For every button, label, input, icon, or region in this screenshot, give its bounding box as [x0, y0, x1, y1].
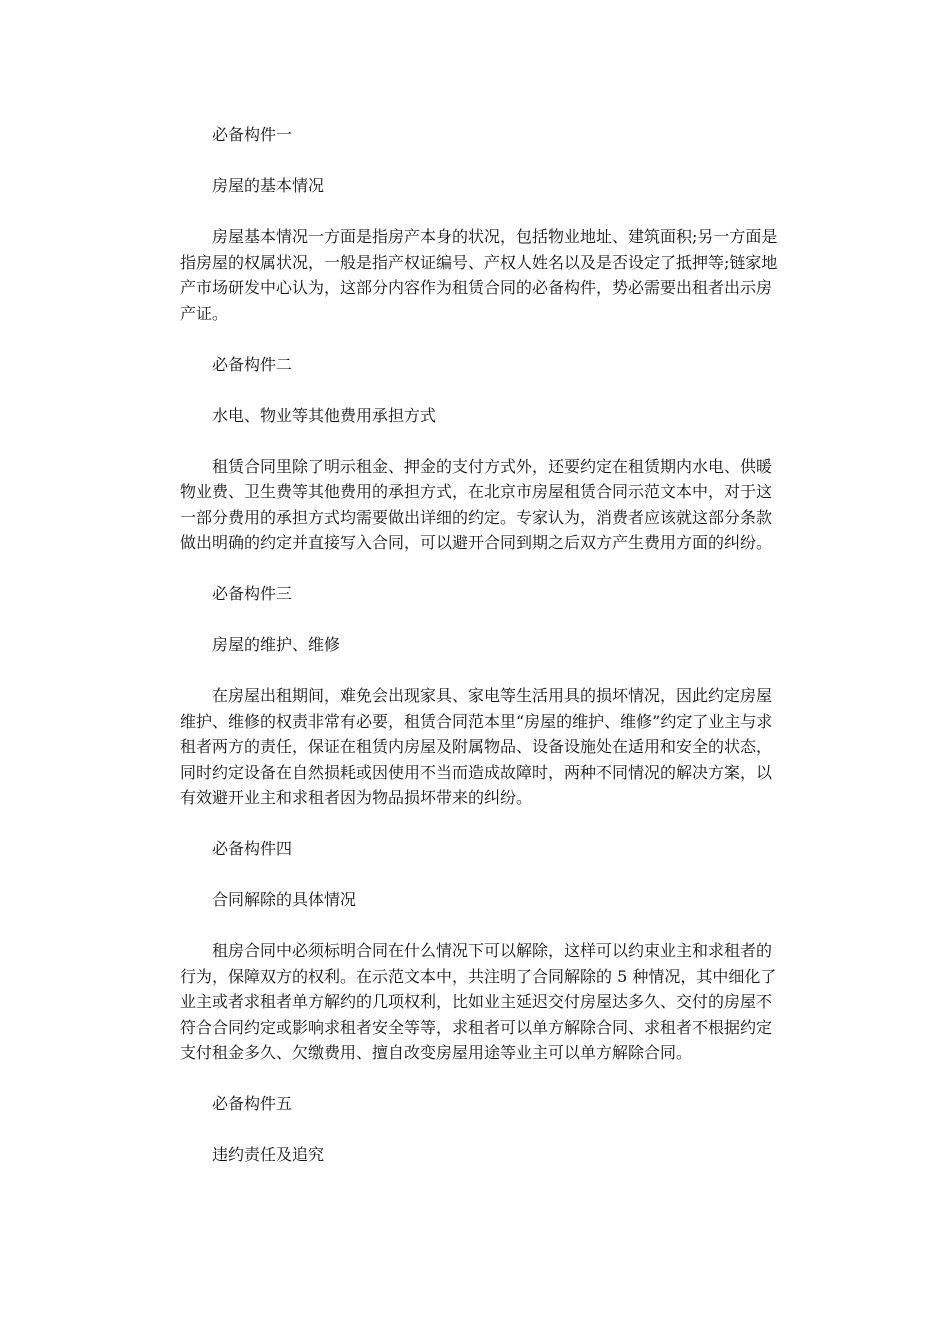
- section-1-body: 房屋基本情况一方面是指房产本身的状况，包括物业地址、建筑面积;另一方面是指房屋的权属状况，一般是指产权证编号、产权人姓名以及是否设定了抵押等;链家地产市场研发中心认为，这部分内容作为租赁合同的必备构件，势必需要出租者出示房产证。: [180, 227, 778, 323]
- section-2-label: 必备构件二: [212, 354, 293, 374]
- section-4-heading: 合同解除的具体情况: [212, 890, 357, 909]
- section-3-body: 在房屋出租期间，难免会出现家具、家电等生活用具的损坏情况，因此约定房屋维护、维修的权责非常有必要，租赁合同范本里“房屋的维护、维修”约定了业主与求租者两方的责任，保证在租赁内房屋及附属物品、设备设施处在适用和安全的状态，同时约定设备在自然损耗或因使用不当而造成故障时，两种不同情况的解决方案，以有效避开业主和求租者因为物品损坏带来的纠纷。: [180, 686, 773, 807]
- section-1-heading: 房屋的基本情况: [212, 176, 325, 195]
- section-4-label: 必备构件四: [212, 839, 293, 858]
- section-4-body: 租房合同中必须标明合同在什么情况下可以解除，这样可以约束业主和求租者的行为，保障双方的权利。在示范文本中，共注明了合同解除的 5 种情况，其中细化了业主或者求租者单方解约的几项权利，比如业主延迟交付房屋达多久、交付的房屋不符合合同约定或影响求租者安全等等，求租者可以单方解除合同、求租者不根据约定支付租金多久、欠缴费用、擅自改变房屋用途等业主可以单方解除合同。: [180, 941, 777, 1062]
- section-3-heading: 房屋的维护、维修: [212, 635, 341, 654]
- section-1-label: 必备构件一: [212, 125, 293, 144]
- section-5-label: 必备构件五: [212, 1094, 293, 1113]
- section-2-heading: 水电、物业等其他费用承担方式: [212, 405, 437, 425]
- section-3-label: 必备构件三: [212, 584, 293, 603]
- section-2-body: 租赁合同里除了明示租金、押金的支付方式外，还要约定在租赁期内水电、供暖物业费、卫生费等其他费用的承担方式，在北京市房屋租赁合同示范文本中，对于这一部分费用的承担方式均需要做出详细的约定。专家认为，消费者应该就这部分条款做出明确的约定并直接写入合同，可以避开合同到期之后双方产生费用方面的纠纷。: [180, 456, 773, 552]
- section-5-heading: 违约责任及追究: [212, 1145, 325, 1164]
- document-page: [180, 122, 780, 1168]
